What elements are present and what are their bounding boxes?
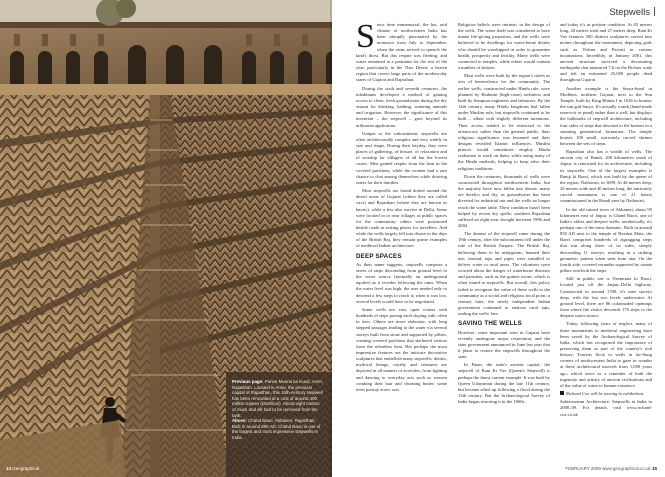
article-paragraph: Today, following years of neglect, many of these monuments to medieval engineering have been saved by the Archaeological Survey of India, which has recognised the importance of preserving them as part of the country's rich history. Tourists flock to wells in far-flung corners of northwestern India to gaze in wonder at these architectural marvels from 1,000 years ago, which serve as a reminder of both the ingenuity and artistry of ancient civilisations and of the value of water to human existence. bbox=[560, 321, 652, 388]
article-paragraph: Some wells are vast, open craters with hundreds of steps paving each sloping side, often in tiers. Others are more elaborate, with long stepped passages leading to the water via several storeys built from stone and supported by pillars, creating covered pavilions that sheltered visitors from the relentless heat. But perhaps the most impressive features are the intricate decorative sculptures that embellish many stepwells: deities, mythical beings, royalty and creatures are depicted in all manner of activities, from fighting and dancing to everyday acts such as women combing their hair and churning butter; some even portray erotic acts. bbox=[356, 306, 447, 392]
article-paragraph: Most stepwells are found dotted around the desert areas of Gujarat (where they are called vavs) and Rajasthan (where they are known as baoris), while a few also survive in Delhi. Some were located in or near villages as public spaces for the community; others were positioned beside roads as resting places for travellers. And while the wells largely fell into disuse in the days of the British Raj, they remain prime examples of medieval Indian architecture. bbox=[356, 188, 447, 249]
right-folio bbox=[565, 466, 657, 471]
article-paragraph: Religious beliefs were intrinsic in the design of the wells. The water itself was considered to have innate life-giving properties, and the wells were believed to be dwellings for water-borne deities who should be worshipped in order to guarantee health, prosperity and fertility. Many wells were connected to temples, while others would contain a number of shrines. bbox=[458, 22, 550, 71]
subheading-saving-the-wells: SAVING THE WELLS bbox=[458, 320, 522, 328]
end-mark-icon bbox=[560, 391, 564, 395]
article-paragraph: Unique to the subcontinent, stepwells are often architecturally complex and very widely in size and shape. During their heyday, they were places of gathering, of leisure, of relaxation and of worship for villagers of all but the lowest castes. Men gained respite from the heat in the covered pavilions, while the women had a rare chance to chat among themselves while drawing water for their families. bbox=[356, 130, 447, 185]
article-paragraph: However, some important sites in Gujarat have recently undergone major restoration, and the state government announced in June last year that it plans to restore the stepwells throughout the state. bbox=[458, 329, 550, 360]
article-paragraph: Rajasthan also has a wealth of wells. The ancient city of Bundi, 200 kilometres south of Jaipur, is renowned for its architecture, including its stepwells. One of the largest examples is Raniji ki Baori, which was built by the queen of the region, Nathavati, in 1699. At 46 metres deep, 20 metres wide and 40 metres long, the intricately carved monument is one of 21 baoris commissioned in the Bundi area by Nathavati. bbox=[560, 149, 652, 204]
right-page-number: 15 bbox=[651, 466, 657, 471]
caption-lead-2: Above: bbox=[232, 418, 247, 424]
section-title: Stepwells bbox=[609, 7, 650, 18]
exhibition-note: Subterranean Architecture: Stepwells in India in 2008–09. For details, visit www.richard-cox.co.uk bbox=[560, 399, 652, 417]
drop-cap: S bbox=[356, 18, 375, 55]
article-paragraph: Down the centuries, thousands of wells were constructed throughout northwestern India, but the majority have now fallen into disuse; many are derelict and dry, as groundwater has been diverted for industrial use and the wells no longer reach the water table. Their condition hasn't been helped by recent dry spells: southern Rajasthan suffered an eight-year drought between 1996 and 2004. bbox=[458, 173, 550, 228]
photo-caption bbox=[232, 379, 324, 441]
left-folio-text: Geographical bbox=[12, 466, 40, 471]
article-paragraph: The demise of the stepwell came during the 19th century, after the subcontinent fell under the rule of the British Empire. The British Raj, believing them to be unhygienic, banned their use; instead, taps and pipes were installed to deliver water to rural areas. The colonisers were worried about the danger of waterborne diseases and parasites, such as the guinea worm, which is often found in stepwells. But overall, this policy failed to recognise the value of these wells to the community as a social and religious focal point; a century later, the newly independent Indian government continued to endorse rural taps, sealing the wells' fate. bbox=[458, 231, 550, 317]
left-page bbox=[0, 0, 332, 477]
section-divider bbox=[654, 7, 655, 16]
article-paragraph: During the sixth and seventh centuries, the inhabitants developed a method of gaining access to clean, fresh groundwater during the dry season for drinking, bathing, watering animals and irrigation. However, the significance of this invention – the stepwell – goes beyond its utilitarian application. bbox=[356, 85, 447, 128]
article-paragraph: Most wells were built by the region's rulers as acts of benevolence for the community. The earlier wells, constructed under Hindu rule, were planned by Brahmin (high-caste) architects and built by Sompura engineers and labourers. By the 14th century, many Hindu kingdoms had fallen under Muslim rule, but stepwells continued to be built – albeit with slightly different intentions. Their access tended to be restricted to the aristocracy rather than the general public, their religious significance was lessened and their designs revealed Islamic influences. Muslim princes would sometimes employ Hindu craftsmen to work on them, while using many of the Hindu methods, helping to keep alive their religious traditions. bbox=[458, 73, 550, 171]
article-paragraph: In Patan, the state's ancient capital, the stepwell of Rani Ki Vav (Queen's Stepwell) is perhaps the finest current example. It was built by Queen Udayamati during the late 11th century, but became silted up following a flood during the 13th century. But the Archaeological Survey of India began restoring it in the 1960s, bbox=[458, 362, 550, 405]
right-folio-text: FEBRUARY 2008 www.geographical.co.uk bbox=[565, 466, 651, 471]
caption-text-2: Chand Baori, Abhaneri, Rajasthan. Built in around 850 AD, Chand Baori is one of the largest and most impressive stepwells in India. bbox=[232, 418, 321, 440]
subheading-deep-spaces: DEEP SPACES bbox=[356, 252, 402, 260]
author-credit: Richard Cox will be touring to exhibitions bbox=[560, 391, 652, 397]
article-paragraph: In the old ruined town of Abhaneri, about 95 kilometres east of Jaipur, is Chand Baori, one of India's oldest and deepest wells; aesthetically, it's perhaps one of the most dramatic. Built in around 850 AD next to the temple of Harshat Mata, the Baori comprises hundreds of zigzagging steps that run along three of its sides, steeply descending 11 storeys, resulting in a striking geometric pattern when seen from afar. On the fourth side, covered verandas supported by ornate pillars overlook the steps. bbox=[560, 206, 652, 274]
left-folio bbox=[6, 466, 39, 471]
article-paragraph: Since time immemorial, the hot, arid climate of northwestern India has been abruptly punctuated by the monsoon from July to September, when the rains arrived to quench the land's thirst. But this respite was fleeting, and water remained at a premium for the rest of the year, particularly in the Thar Desert, a barren region that covers large parts of the modern-day states of Gujarat and Rajasthan. bbox=[356, 18, 447, 83]
article-paragraph: Still in public use is Neemrana ki Baori, located just off the Jaipur–Delhi highway. Constructed in around 1700, it's nine storeys deep, with the last two levels underwater. At ground level, there are 86 colonnaded openings from where the visitor descends 170 steps to the deepest water source. bbox=[560, 276, 652, 319]
left-page-number: 14 bbox=[6, 466, 12, 471]
caption-text: Panna Meena ka Kund, Amer, Rajasthan. Located in Amer, the previous capital of Rajasthan, this 16th-century stepwell has been renovated at a cost of around 400 million rupees (£5million). About eight metres of muck and silt had to be removed from the tank. bbox=[232, 379, 324, 418]
article-column-2 bbox=[458, 0, 550, 407]
article-column-3 bbox=[560, 0, 652, 420]
caption-lead: Previous page: bbox=[232, 379, 264, 384]
article-paragraph: As their name suggests, stepwells comprise a series of steps descending from ground level to the water source (normally an underground aquifer) as it recedes following the rains. When the water level was high, the user needed only to descend a few steps to reach it; when it was low, several levels would have to be negotiated. bbox=[356, 261, 447, 304]
article-column-1 bbox=[356, 0, 447, 395]
article-paragraph: and today it's in pristine condition. At 65 metres long, 20 metres wide and 27 metres deep, Rani Ki Vav features 500 distinct sculptures carved into niches throughout the monument, depicting gods such as Vishnu and Parvati in various incarnations. Incredibly, in January 2001, this ancient structure survived a devastating earthquake that measured 7.6 on the Richter scale and left an estimated 25,000 people dead throughout Gujarat. bbox=[560, 22, 652, 83]
article-paragraph: Another example is the Surya-kund in Modhera, northern Gujarat, next to the Sun Temple, built by King Bhima I in 1026 to honour the sun god Surya. It's actually a tank (hand-made reservoir or pond) rather than a well, but displays the hallmarks of stepwell architecture, including four sides of steps that descend to the bottom in a stunning geometrical formation. The temple houses 108 small, intricately carved shrines between the sets of steps. bbox=[560, 85, 652, 146]
